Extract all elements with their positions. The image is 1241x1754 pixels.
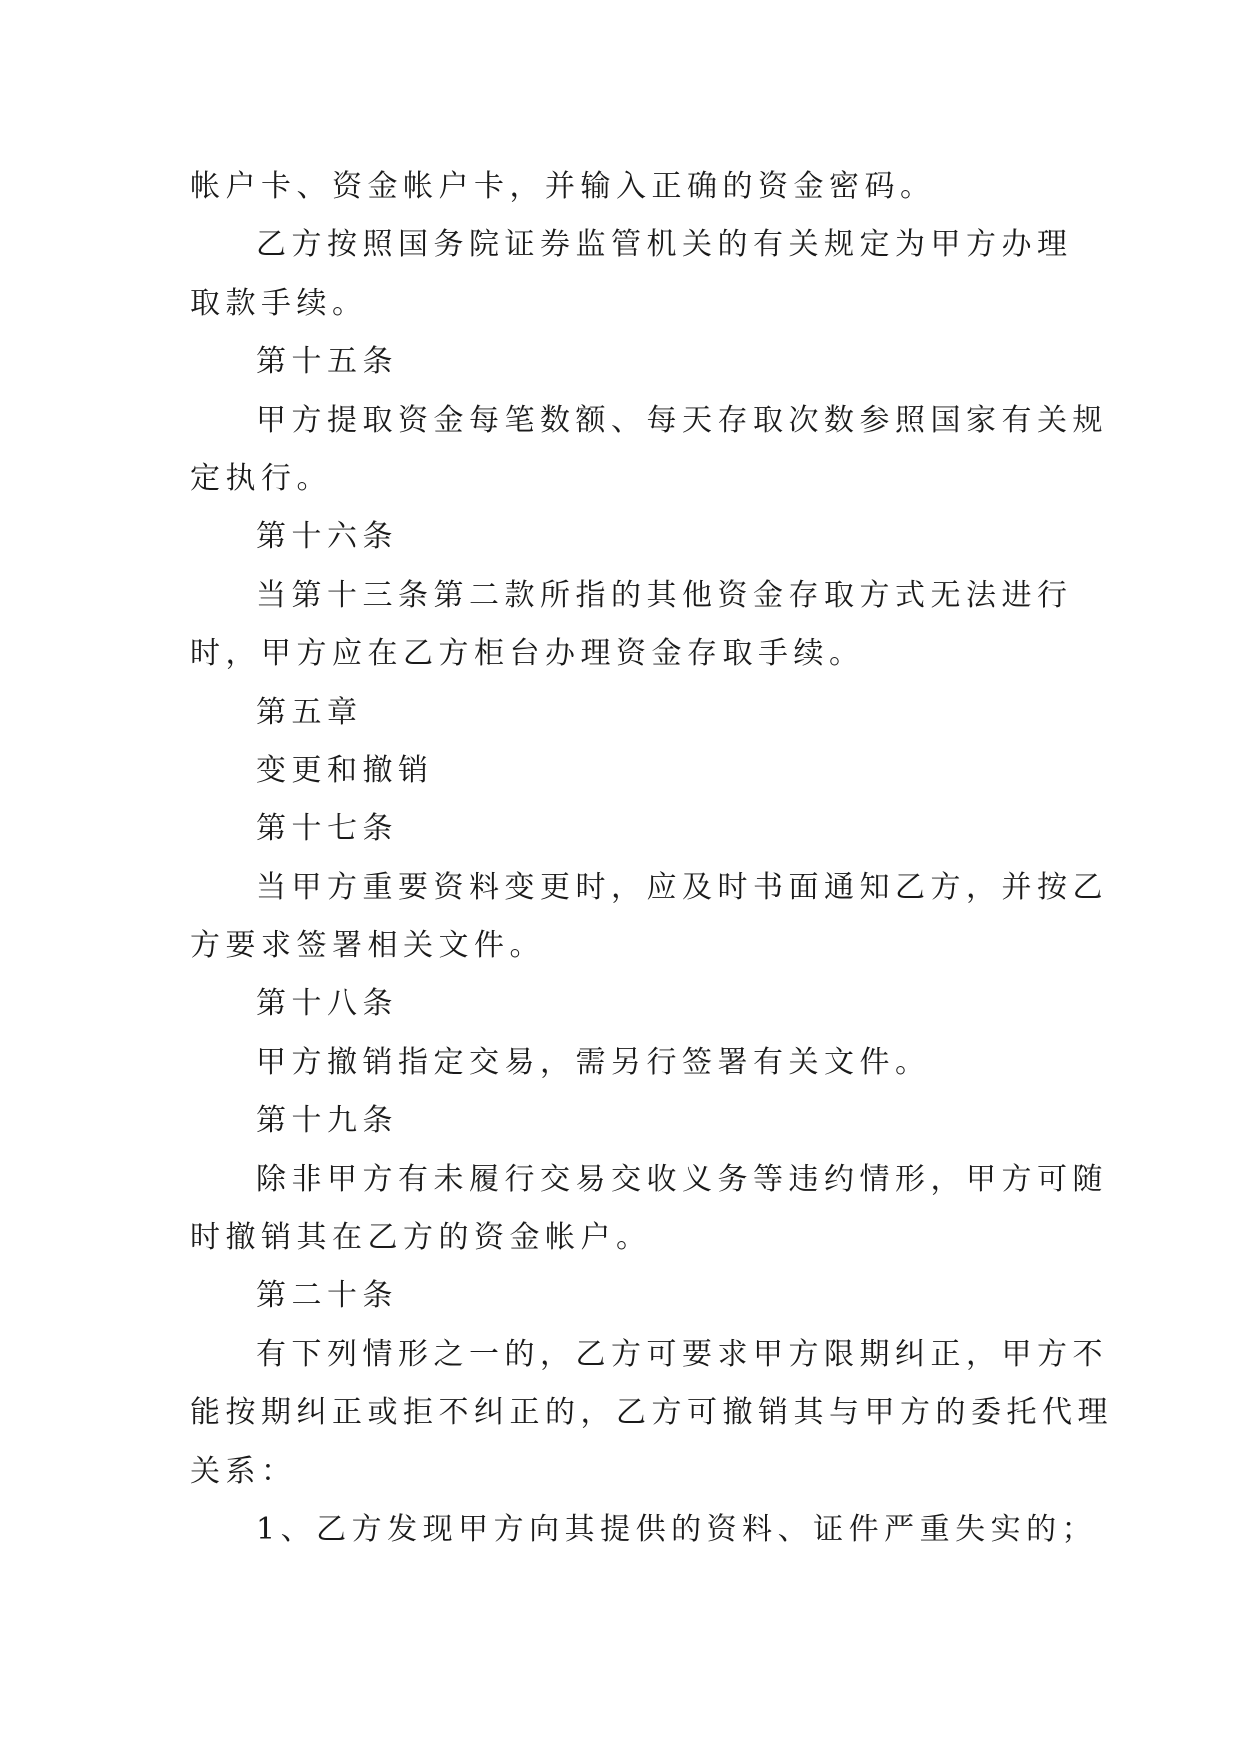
text-line: 帐户卡、资金帐户卡，并输入正确的资金密码。 [190, 169, 936, 204]
text-line: 当第十三条第二款所指的其他资金存取方式无法进行 [256, 577, 1073, 613]
article-heading: 第十九条 [256, 1103, 398, 1139]
article-heading: 第十五条 [256, 344, 398, 380]
text-line: 乙方按照国务院证券监管机关的有关规定为甲方办理 [256, 227, 1073, 263]
article-heading: 第十六条 [256, 519, 398, 555]
text-line: 除非甲方有未履行交易交收义务等违约情形，甲方可随 [256, 1161, 1108, 1197]
chapter-heading: 第五章 [256, 694, 363, 730]
article-heading: 第十七条 [256, 811, 398, 847]
article-heading: 第十八条 [256, 986, 398, 1022]
article-heading: 第二十条 [256, 1278, 398, 1314]
text-line: 当甲方重要资料变更时，应及时书面通知乙方，并按乙 [256, 869, 1108, 905]
text-line: 有下列情形之一的，乙方可要求甲方限期纠正，甲方不 [256, 1336, 1108, 1372]
text-line: 甲方撤销指定交易，需另行签署有关文件。 [256, 1044, 931, 1080]
text-line: 关系： [190, 1453, 297, 1489]
text-line: 甲方提取资金每笔数额、每天存取次数参照国家有关规 [256, 402, 1108, 438]
text-line: 能按期纠正或拒不纠正的，乙方可撤销其与甲方的委托代理 [190, 1395, 1113, 1431]
chapter-title: 变更和撤销 [256, 752, 434, 788]
text-line: 定执行。 [190, 460, 332, 496]
text-line: 方要求签署相关文件。 [190, 928, 545, 964]
text-line: 取款手续。 [190, 285, 368, 321]
text-line: 时，甲方应在乙方柜台办理资金存取手续。 [190, 636, 865, 672]
list-item: 1、乙方发现甲方向其提供的资料、证件严重失实的； [256, 1511, 1098, 1547]
document-body [190, 158, 1113, 1559]
text-line: 时撤销其在乙方的资金帐户。 [190, 1220, 652, 1256]
